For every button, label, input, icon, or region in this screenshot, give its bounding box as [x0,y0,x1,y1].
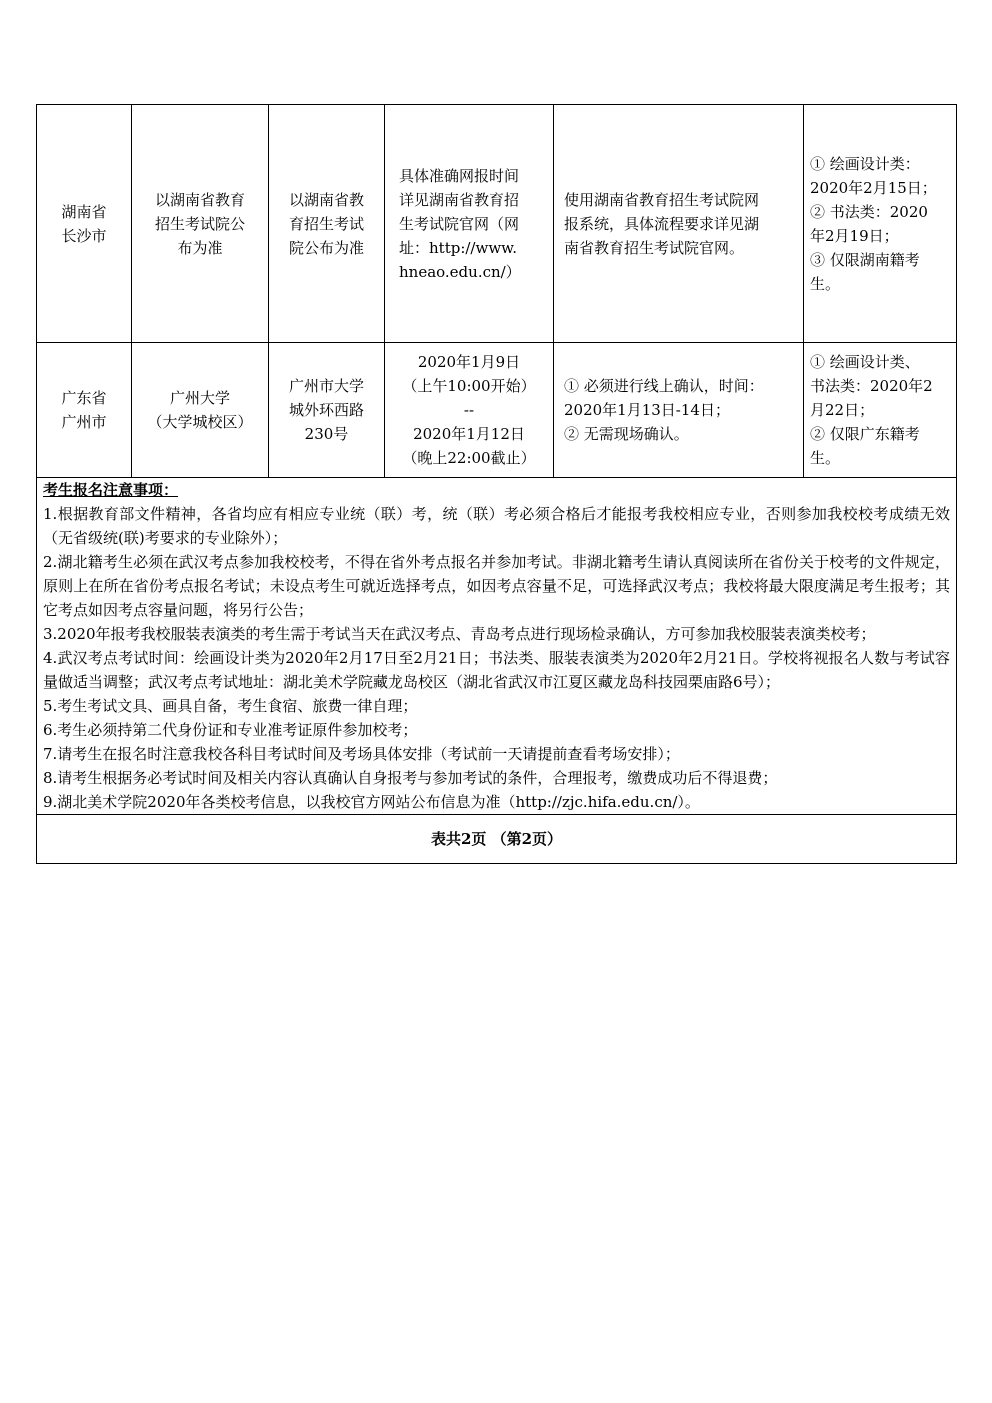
table-row [37,105,957,343]
notes-title: 考生报名注意事项： [43,481,179,499]
note-item: 7.请考生在报名时注意我校各科目考试时间及考场具体安排（考试前一天请提前查看考场安排）； [43,745,680,763]
exam-site-cell: 广州大学 （大学城校区） [132,343,269,478]
notes-row [37,478,957,815]
location-cell: 湖南省 长沙市 [37,105,132,343]
footer-row [37,815,957,864]
exam-schedule-table [36,104,957,864]
registration-time-cell: 2020年1月9日 （上午10:00开始） -- 2020年1月12日 （晚上22:00截止） [385,343,554,478]
note-item: 5.考生考试文具、画具自备，考生食宿、旅费一律自理； [43,697,418,715]
confirmation-cell: 使用湖南省教育招生考试院网 报系统，具体流程要求详见湖 南省教育招生考试院官网。 [554,105,804,343]
note-item: 4.武汉考点考试时间：绘画设计类为2020年2月17日至2月21日；书法类、服装表演类为2020年2月21日。学校将视报名人数与考试容量做适当调整；武汉考点考试地址：湖北美术学院藏龙岛校区（湖北省武汉市江夏区藏龙岛科技园栗庙路6号）； [43,649,950,691]
exam-site-cell: 以湖南省教育 招生考试院公 布为准 [132,105,269,343]
remarks-cell: ① 绘画设计类、 书法类：2020年2 月22日； ② 仅限广东籍考 生。 [804,343,957,478]
note-item: 9.湖北美术学院2020年各类校考信息，以我校官方网站公布信息为准（http://zjc.hifa.edu.cn/）。 [43,793,700,811]
address-cell: 广州市大学 城外环西路 230号 [269,343,385,478]
note-item: 3.2020年报考我校服装表演类的考生需于考试当天在武汉考点、青岛考点进行现场检录确认，方可参加我校服装表演类校考； [43,625,876,643]
note-item: 2.湖北籍考生必须在武汉考点参加我校校考，不得在省外考点报名并参加考试。非湖北籍考生请认真阅读所在省份关于校考的文件规定，原则上在所在省份考点报名考试；未设点考生可就近选择考点，如因考点容量不足，可选择武汉考点；我校将最大限度满足考生报考；其它考点如因考点容量问题，将另行公告； [43,553,950,619]
note-item: 8.请考生根据务必考试时间及相关内容认真确认自身报考与参加考试的条件，合理报考，缴费成功后不得退费； [43,769,778,787]
table-row [37,343,957,478]
page-footer: 表共2页 （第2页） [37,815,957,864]
confirmation-cell: ① 必须进行线上确认，时间： 2020年1月13日-14日； ② 无需现场确认。 [554,343,804,478]
note-item: 6.考生必须持第二代身份证和专业准考证原件参加校考； [43,721,418,739]
remarks-cell: ① 绘画设计类： 2020年2月15日； ② 书法类：2020 年2月19日； ③ 仅限湖南籍考 生。 [804,105,957,343]
notes-cell [37,478,957,815]
address-cell: 以湖南省教 育招生考试 院公布为准 [269,105,385,343]
registration-time-cell: 具体准确网报时间 详见湖南省教育招 生考试院官网（网 址：http://www. hneao.edu.cn/） [385,105,554,343]
location-cell: 广东省 广州市 [37,343,132,478]
note-item: 1.根据教育部文件精神，各省均应有相应专业统（联）考，统（联）考必须合格后才能报考我校相应专业，否则参加我校校考成绩无效（无省级统(联)考要求的专业除外）； [43,505,950,547]
